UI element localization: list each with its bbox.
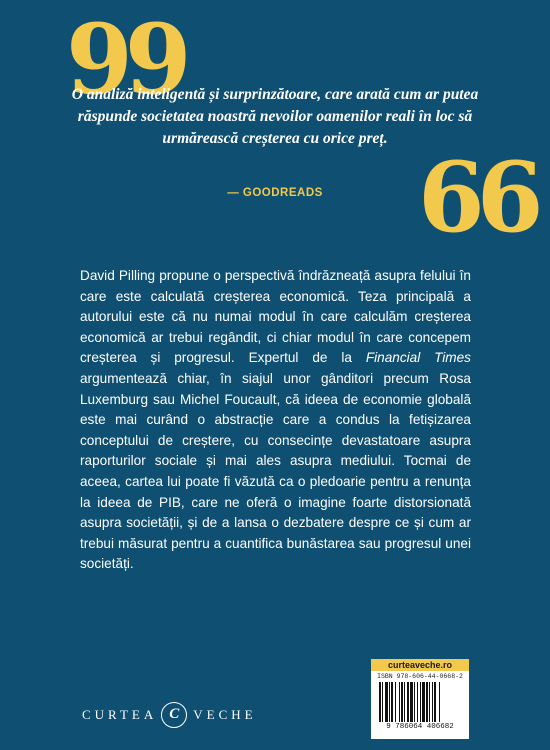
description-text-part1: David Pilling propune o perspectivă îndrăzneață asupra felului în care este calculată creșterea economică. Teza principală a autorului este că nu numai modul în care calculăm creșterea economică ar trebui regândit, ci chiar modul în care concepem creșterea și progresul. Expertul de la <box>80 268 471 366</box>
book-description <box>80 266 471 575</box>
publisher-emblem-icon: C <box>161 702 187 728</box>
description-italic-title: Financial Times <box>365 350 471 366</box>
review-quote: O analiză inteligentă și surprinzătoare, care arată cum ar putea răspunde societatea noastră nevoilor oamenilor reali în loc să urmărească creșterea cu orice preț. <box>71 86 479 147</box>
isbn-text: ISBN 978-606-44-0668-2 <box>377 673 463 680</box>
publisher-url: curteaveche.ro <box>371 659 469 671</box>
barcode-number: 9 786064 406682 <box>386 723 454 731</box>
publisher-logo <box>82 702 257 728</box>
publisher-name-right: VECHE <box>193 707 257 722</box>
barcode-icon <box>378 682 462 722</box>
quote-source: — GOODREADS <box>227 187 323 199</box>
description-text-part2: argumentează chiar, în siajul unor gânditori precum Rosa Luxemburg sau Michel Foucault, că ideea de economie globală este mai curând o abstracție care a condus la fetișizarea conceptului de creștere, cu consecințe devastatoare asupra raporturilor sociale și mai ales asupra mediului. Tocmai de aceea, cartea lui poate fi văzută ca o pledoarie pentru a renunța la ideea de PIB, care ne oferă o imagine foarte distorsionată asupra societății, și de a lansa o dezbatere despre ce și cum ar trebui măsurat pentru a cuantifica bunăstarea sau progresul unei societăți. <box>80 370 471 572</box>
barcode-block <box>371 659 469 739</box>
quote-open-mark: 99 <box>66 3 184 116</box>
publisher-name-left: CURTEA <box>82 707 158 722</box>
quote-close-mark: 66 <box>418 141 536 254</box>
